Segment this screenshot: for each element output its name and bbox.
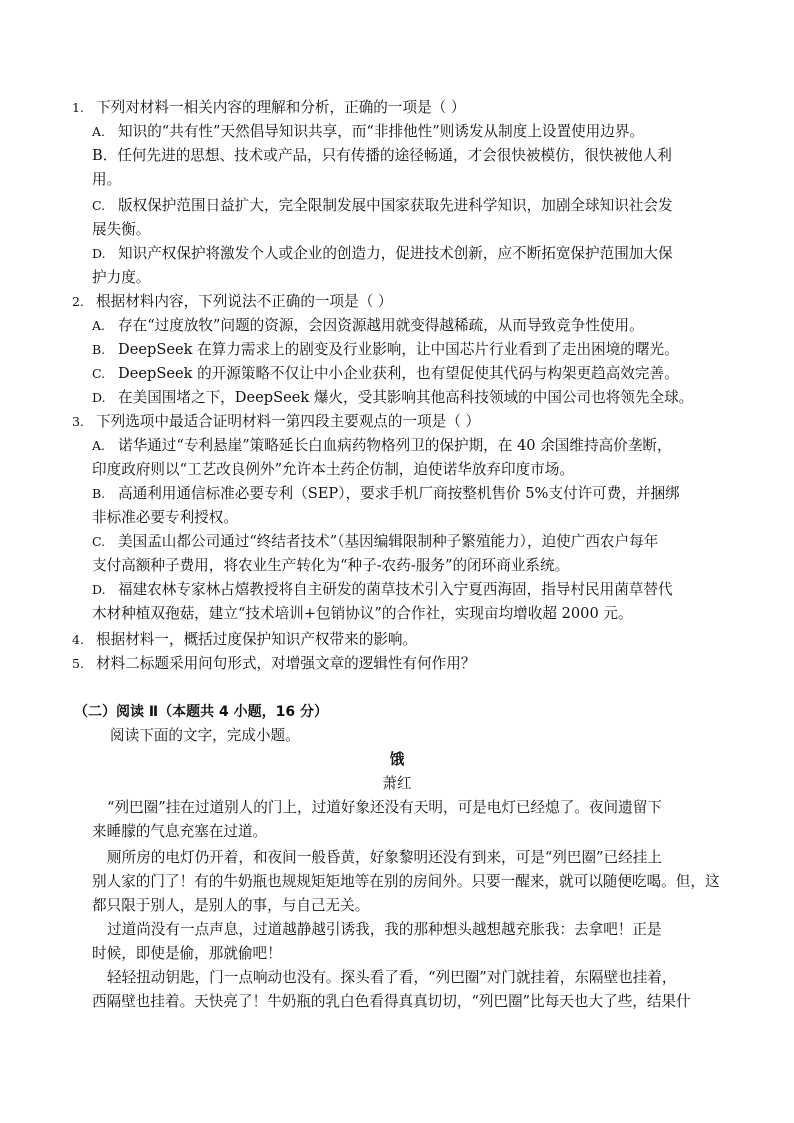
question-1	[72, 96, 724, 120]
question-number: 4.	[72, 632, 84, 647]
section-instruction: 阅读下面的文字，完成小题。	[110, 727, 300, 744]
q2-option-b	[92, 338, 724, 362]
question-number: 1.	[72, 100, 84, 115]
option-text: 在美国围堵之下，DeepSeek 爆火，受其影响其他高科技领域的中国公司也将领先全球。	[118, 389, 694, 406]
q3-option-a	[92, 434, 724, 458]
option-label: D.	[92, 582, 106, 597]
question-number: 2.	[72, 294, 84, 309]
option-text: DeepSeek 在算力需求上的剧变及行业影响，让中国芯片行业看到了走出困境的曙光。	[118, 341, 679, 358]
option-label: C.	[92, 366, 106, 381]
question-stem: 材料二标题采用问句形式，对增强文章的逻辑性有何作用？	[96, 655, 476, 672]
story-p4-line2: 西隔壁也挂着。天快亮了！牛奶瓶的乳白色看得真真切切，“列巴圈”比每天也大了些，结果什	[92, 993, 691, 1010]
option-label: A.	[92, 318, 106, 333]
option-label: D.	[92, 246, 106, 261]
option-label: B.	[92, 342, 106, 357]
question-stem: 根据材料内容，下列说法不正确的一项是（ ）	[96, 293, 393, 310]
option-text: 知识产权保护将激发个人或企业的创造力，促进技术创新，应不断拓宽保护范围加大保	[118, 245, 673, 262]
q1-option-c	[92, 194, 724, 218]
story-p1-line2: 来睡朦的气息充塞在过道。	[92, 823, 268, 840]
q3-option-b	[92, 482, 724, 506]
q3-option-d	[92, 578, 724, 602]
story-p4-line1: 轻轻扭动钥匙，门一点响动也没有。探头看了看，“列巴圈”对门就挂着，东隔壁也挂着，	[107, 969, 677, 986]
q1-option-a	[92, 120, 724, 144]
question-stem: 下列对材料一相关内容的理解和分析，正确的一项是（ ）	[96, 99, 466, 116]
option-text: 高通利用通信标准必要专利（SEP），要求手机厂商按整机售价 5%支付许可费，并捆绑	[118, 485, 680, 502]
option-text: 诺华通过“专利悬崖”策略延长白血病药物格列卫的保护期，在 40 余国维持高价垄断，	[118, 437, 672, 454]
story-p3-line1: 过道尚没有一点声息，过道越静越引诱我，我的那种想头越想越充胀我：去拿吧！正是	[107, 921, 662, 938]
q3-option-c-line2: 支付高额种子费用，将农业生产转化为“种子-农药-服务”的闭环商业系统。	[92, 557, 570, 574]
option-text: 版权保护范围日益扩大，完全限制发展中国家获取先进科学知识，加剧全球知识社会发	[118, 197, 673, 214]
question-5	[72, 652, 724, 676]
question-stem: 根据材料一，概括过度保护知识产权带来的影响。	[96, 631, 418, 648]
q3-option-d-line2: 木材种植双孢菇，建立“技术培训+包销协议”的合作社，实现亩均增收超 2000 元。	[92, 605, 633, 622]
q3-option-a-line2: 印度政府则以“工艺改良例外”允许本土药企仿制，迫使诺华放弃印度市场。	[92, 461, 574, 478]
option-text: 美国孟山都公司通过“终结者技术”（基因编辑限制种子繁殖能力），迫使广西农户每年	[118, 533, 659, 550]
q3-option-c	[92, 530, 724, 554]
story-title: 饿	[389, 751, 405, 768]
q1-option-b-line2: 用。	[92, 171, 122, 188]
question-2	[72, 290, 724, 314]
option-label: C.	[92, 534, 106, 549]
q2-option-a	[92, 314, 724, 338]
option-text: 存在“过度放牧”问题的资源，会因资源越用就变得越稀疏，从而导致竞争性使用。	[118, 317, 644, 334]
q3-option-b-line2: 非标准必要专利授权。	[92, 509, 238, 526]
option-label: D.	[92, 390, 106, 405]
question-stem: 下列选项中最适合证明材料一第四段主要观点的一项是（ ）	[96, 413, 481, 430]
option-label: A.	[92, 124, 106, 139]
option-label: B.	[92, 486, 106, 501]
q1-option-d-line2: 护力度。	[92, 269, 151, 286]
option-label: C.	[92, 198, 106, 213]
option-text: 福建农林专家林占熺教授将自主研发的菌草技术引入宁夏西海固，指导村民用菌草替代	[118, 581, 673, 598]
question-4	[72, 628, 724, 652]
option-label: A.	[92, 438, 106, 453]
question-3	[72, 410, 724, 434]
question-number: 5.	[72, 656, 84, 671]
section-heading: （二）阅读 Ⅱ（本题共 4 小题，16 分）	[74, 704, 328, 720]
option-text: 知识的“共有性”天然倡导知识共享，而“非排他性”则诱发从制度上设置使用边界。	[118, 123, 645, 140]
story-p3-line2: 时候，即使是偷，那就偷吧！	[92, 945, 282, 962]
option-text: DeepSeek 的开源策略不仅让中小企业获利，也有望促使其代码与构架更趋高效完善。	[118, 365, 679, 382]
q1-option-c-line2: 展失衡。	[92, 221, 151, 238]
story-p2-line1: 厕所房的电灯仍开着，和夜间一般昏黄，好象黎明还没有到来，可是“列巴圈”已经挂上	[107, 849, 662, 866]
q2-option-d	[92, 386, 724, 410]
story-p2-line2: 别人家的门了！有的牛奶瓶也规规矩矩地等在别的房间外。只要一醒来，就可以随便吃喝。但，这	[92, 873, 720, 890]
question-number: 3.	[72, 414, 84, 429]
q2-option-c	[92, 362, 724, 386]
story-p1-line1: “列巴圈”挂在过道别人的门上，过道好象还没有天明，可是电灯已经熄了。夜间遗留下	[107, 799, 662, 816]
q1-option-b-line1: B．任何先进的思想、技术或产品，只有传播的途径畅通，才会很快被模仿，很快被他人利	[92, 147, 672, 164]
q1-option-d	[92, 242, 724, 266]
story-p2-line3: 都只限于别人，是别人的事，与自己无关。	[92, 897, 370, 914]
story-author: 萧红	[382, 775, 412, 792]
